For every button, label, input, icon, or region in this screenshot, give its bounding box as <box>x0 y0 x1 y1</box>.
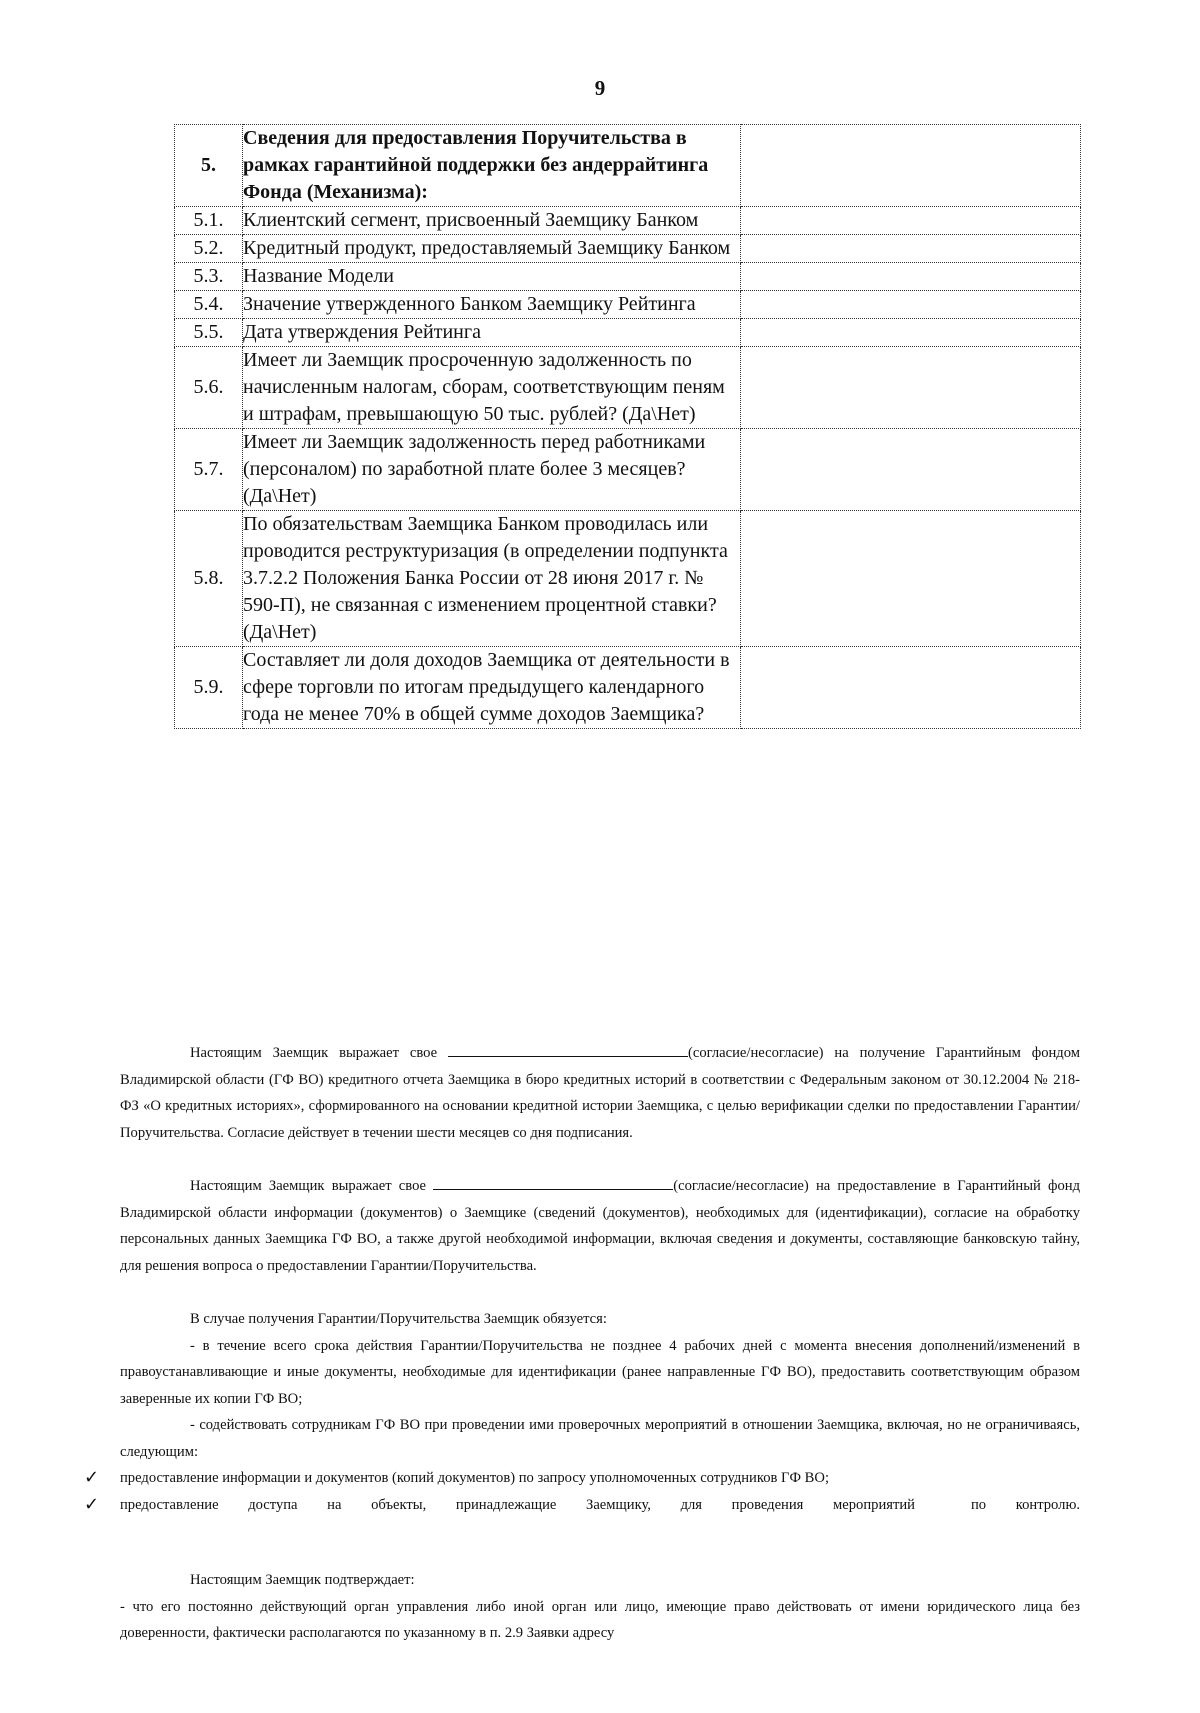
obligations-intro: В случае получения Гарантии/Поручительства Заемщик обязуется: <box>190 1311 607 1327</box>
confirmation-block <box>120 1567 1080 1647</box>
consent1-after: (согласие/несогласие) на получение Гарантийным фондом Владимирской области (ГФ ВО) кредитного отчета Заемщика в бюро кредитных историй в соответствии с Федеральным законом от 30.12.2004 № 218-ФЗ «О кредитных историях», сформированного на основании кредитной истории Заемщика, с целью верификации сделки по предоставлении Гарантии/Поручительства. Согласие действует в течении шести месяцев со дня подписания. <box>120 1045 1080 1141</box>
check-list-item-1 <box>84 1465 1080 1492</box>
row-label: Дата утверждения Рейтинга <box>243 319 741 347</box>
check-mark-icon: ✓ <box>84 1493 100 1515</box>
consent2-before: Настоящим Заемщик выражает свое <box>190 1178 427 1194</box>
row-number: 5.9. <box>175 647 243 729</box>
check-list-item-2 <box>84 1492 1080 1519</box>
row-label: Клиентский сегмент, присвоенный Заемщику Банком <box>243 207 741 235</box>
row-number: 5.7. <box>175 429 243 511</box>
table-row <box>175 291 1081 319</box>
row-value-field[interactable] <box>741 291 1081 319</box>
row-value-field[interactable] <box>741 429 1081 511</box>
row-value-field[interactable] <box>741 263 1081 291</box>
row-number: 5.1. <box>175 207 243 235</box>
table-row <box>175 511 1081 647</box>
table-row <box>175 429 1081 511</box>
consent2-blank-field[interactable] <box>433 1175 673 1190</box>
obligations-block <box>84 1306 1080 1518</box>
row-number: 5.5. <box>175 319 243 347</box>
table-row <box>175 207 1081 235</box>
check-mark-icon: ✓ <box>84 1467 100 1488</box>
row-number: 5.3. <box>175 263 243 291</box>
row-label: Кредитный продукт, предоставляемый Заемщику Банком <box>243 235 741 263</box>
table-row <box>175 647 1081 729</box>
row-value-field[interactable] <box>741 207 1081 235</box>
row-label: Название Модели <box>243 263 741 291</box>
table-row <box>175 319 1081 347</box>
row-label: Сведения для предоставления Поручительства в рамках гарантийной поддержки без андеррайтинга Фонда (Механизма): <box>243 125 741 207</box>
row-value-field[interactable] <box>741 511 1081 647</box>
consent-personal-data <box>120 1173 1080 1279</box>
check-item-1-text: предоставление информации и документов (копий документов) по запросу уполномоченных сотрудников ГФ ВО; <box>120 1470 829 1486</box>
row-number: 5. <box>175 125 243 207</box>
confirm-item-1: - что его постоянно действующий орган управления либо иной орган или лицо, имеющие право действовать от имени юридического лица без доверенности, фактически располагаются по указанному в п. 2.9 Заявки адресу <box>120 1598 1080 1641</box>
consent1-before: Настоящим Заемщик выражает свое <box>190 1045 438 1061</box>
row-label: Значение утвержденного Банком Заемщику Рейтинга <box>243 291 741 319</box>
row-value-field[interactable] <box>741 125 1081 207</box>
check-item-2-text-b: по контролю. <box>970 1496 1080 1513</box>
row-label: Имеет ли Заемщик просроченную задолженность по начисленным налогам, сборам, соответствующим пеням и штрафам, превышающую 50 тыс. рублей? (Да\Нет) <box>243 347 741 429</box>
row-label: По обязательствам Заемщика Банком проводилась или проводится реструктуризация (в определении подпункта 3.7.2.2 Положения Банка России от 28 июня 2017 г. № 590-П), не связанная с изменением процентной ставки? (Да\Нет) <box>243 511 741 647</box>
page-number: 9 <box>594 76 606 100</box>
consent1-blank-field[interactable] <box>448 1042 688 1057</box>
consent2-after: (согласие/несогласие) на предоставление в Гарантийный фонд Владимирской области информации (документов) о Заемщике (сведений (документов), необходимых для (идентификации), согласие на обработку персональных данных Заемщика ГФ ВО, а также другой необходимой информации, включая сведения и документы, составляющие банковскую тайну, для решения вопроса о предоставлении Гарантии/Поручительства. <box>120 1178 1080 1274</box>
row-label: Имеет ли Заемщик задолженность перед работниками (персоналом) по заработной плате более 3 месяцев? (Да\Нет) <box>243 429 741 511</box>
table-section-header <box>175 125 1081 207</box>
consent-credit-history <box>120 1040 1080 1146</box>
row-number: 5.2. <box>175 235 243 263</box>
row-number: 5.8. <box>175 511 243 647</box>
row-number: 5.4. <box>175 291 243 319</box>
table-row <box>175 263 1081 291</box>
table-row <box>175 347 1081 429</box>
check-item-2-text-a: предоставление доступа на объекты, принадлежащие Заемщику, для проведения мероприятий <box>120 1496 915 1513</box>
row-label: Составляет ли доля доходов Заемщика от деятельности в сфере торговли по итогам предыдущего календарного года не менее 70% в общей сумме доходов Заемщика? <box>243 647 741 729</box>
row-number: 5.6. <box>175 347 243 429</box>
obligations-item-1: - в течение всего срока действия Гарантии/Поручительства не позднее 4 рабочих дней с момента внесения дополнений/изменений в правоустанавливающие и иные документы, необходимые для идентификации (ранее направленные ГФ ВО), предоставить соответствующим образом заверенные их копии ГФ ВО; <box>120 1337 1080 1407</box>
obligations-item-2: - содействовать сотрудникам ГФ ВО при проведении ими проверочных мероприятий в отношении Заемщика, включая, но не ограничиваясь, следующим: <box>120 1417 1080 1460</box>
table-row <box>175 235 1081 263</box>
row-value-field[interactable] <box>741 647 1081 729</box>
row-value-field[interactable] <box>741 319 1081 347</box>
row-value-field[interactable] <box>741 347 1081 429</box>
guarantee-info-table <box>174 124 1081 729</box>
row-value-field[interactable] <box>741 235 1081 263</box>
confirm-intro: Настоящим Заемщик подтверждает: <box>190 1572 415 1588</box>
